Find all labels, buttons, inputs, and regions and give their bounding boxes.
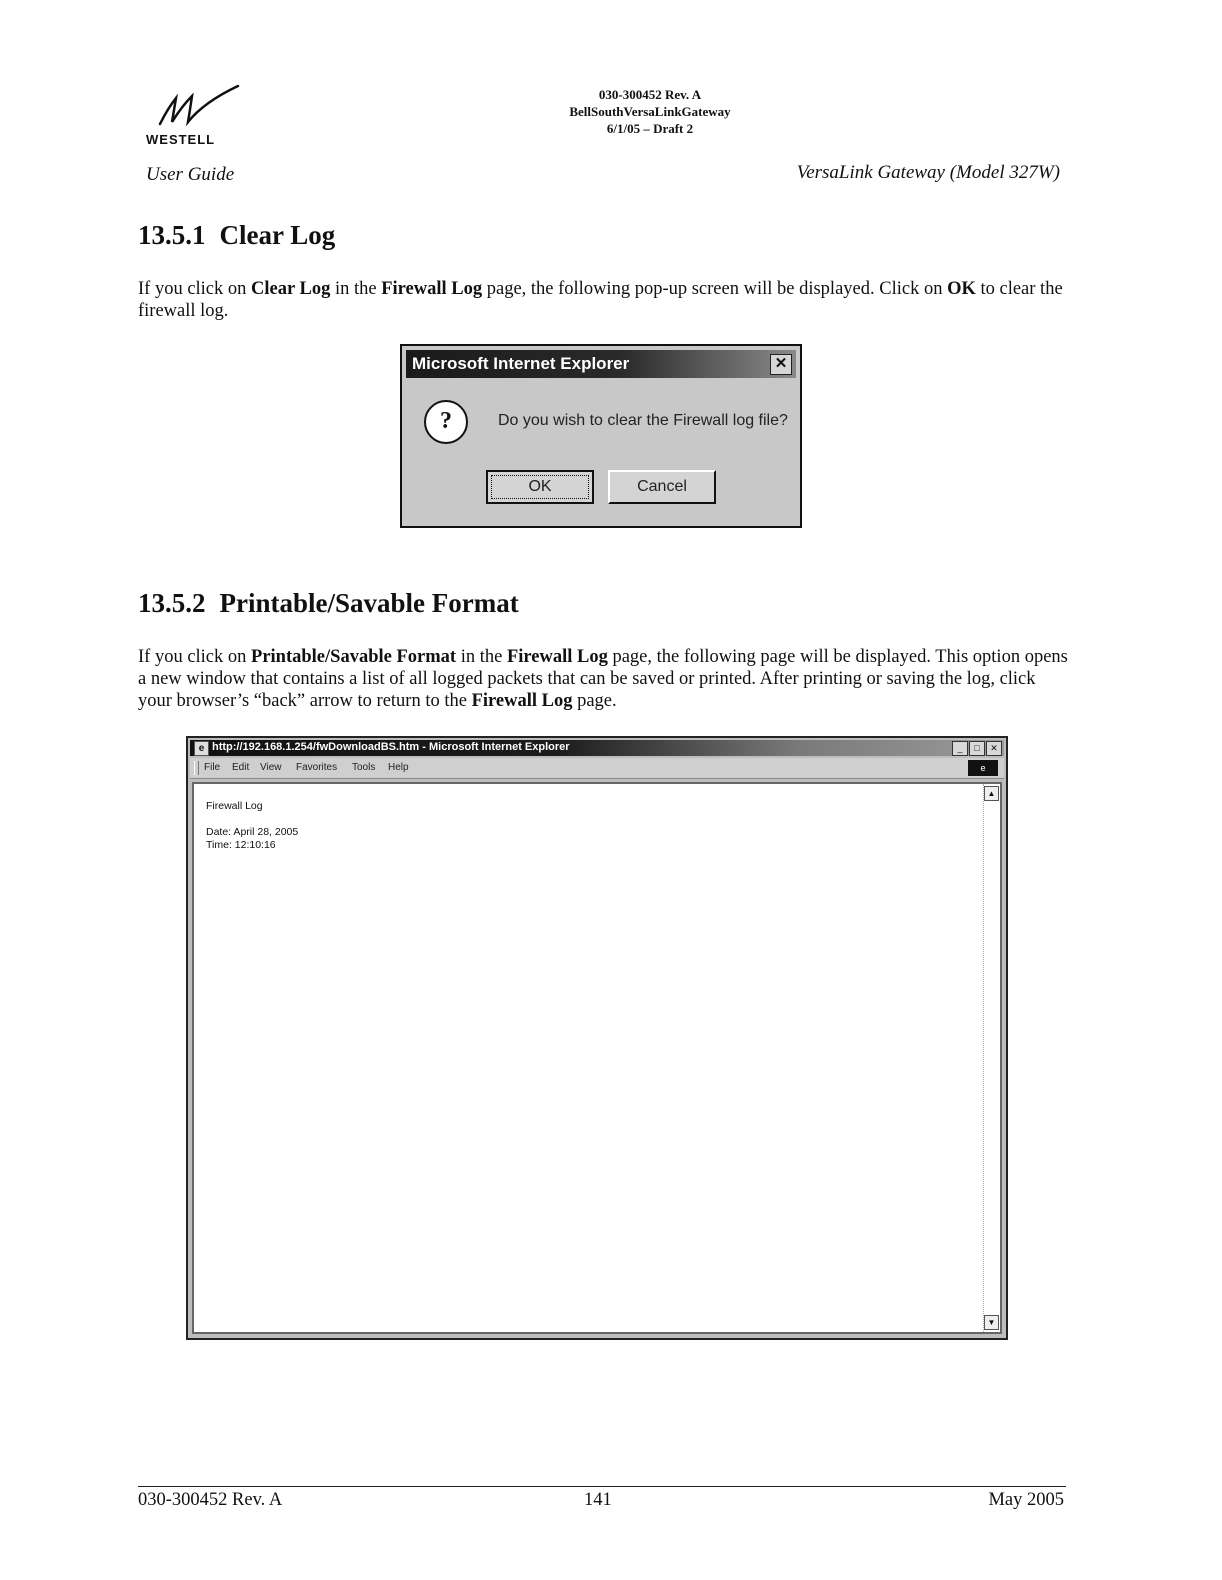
section-title: Printable/Savable Format: [219, 588, 519, 618]
westell-logo: [140, 84, 260, 154]
printable-format-paragraph: If you click on Printable/Savable Format in the Firewall Log page, the following page will be displayed. This option opens a new window that contains a list of all logged packets that can be saved or printed. After printing or saving the log, click your browser’s “back” arrow to return to the Firewall Log page.: [138, 647, 1068, 711]
log-date: Date: April 28, 2005: [206, 826, 299, 838]
doc-title: BellSouthVersaLinkGateway: [569, 104, 731, 119]
confirm-dialog: [400, 344, 802, 528]
ok-button[interactable]: OK: [486, 470, 594, 504]
dialog-titlebar: [406, 350, 796, 378]
ie-throbber-icon: e: [968, 760, 998, 776]
section-heading-printable-format: [138, 588, 519, 619]
menu-bar: [190, 758, 1004, 779]
menu-view[interactable]: View: [260, 762, 282, 773]
menu-edit[interactable]: Edit: [232, 762, 250, 773]
ie-icon: e: [194, 741, 209, 756]
browser-titlebar: [190, 740, 1004, 756]
menu-tools[interactable]: Tools: [352, 762, 376, 773]
menu-file[interactable]: File: [204, 762, 221, 773]
section-number: 13.5.1: [138, 220, 206, 250]
menubar-grip: [194, 761, 199, 775]
vertical-scrollbar[interactable]: [983, 784, 1000, 1332]
header-left: User Guide: [146, 164, 235, 185]
section-number: 13.5.2: [138, 588, 206, 618]
section-title: Clear Log: [219, 220, 336, 250]
footer-rule: [138, 1486, 1066, 1487]
log-time: Time: 12:10:16: [206, 839, 276, 851]
cancel-button[interactable]: Cancel: [608, 470, 716, 504]
clear-log-paragraph: If you click on Clear Log in the Firewall Log page, the following pop-up screen will be displayed. Click on OK to clear the firewall log.: [138, 279, 1063, 321]
dialog-message: Do you wish to clear the Firewall log file?: [498, 412, 788, 429]
footer-left: 030-300452 Rev. A: [138, 1490, 283, 1510]
browser-window: [186, 736, 1008, 1340]
doc-number: 030-300452 Rev. A: [598, 87, 702, 102]
menu-help[interactable]: Help: [388, 762, 409, 773]
minimize-icon[interactable]: _: [952, 741, 968, 756]
logo-text: WESTELL: [146, 132, 216, 147]
footer-right: May 2005: [988, 1490, 1064, 1510]
dialog-title: Microsoft Internet Explorer: [412, 354, 630, 373]
browser-content: [192, 782, 1002, 1334]
scroll-down-icon[interactable]: ▼: [984, 1315, 999, 1330]
close-icon[interactable]: ✕: [986, 741, 1002, 756]
maximize-icon[interactable]: □: [969, 741, 985, 756]
browser-title: http://192.168.1.254/fwDownloadBS.htm - Microsoft Internet Explorer: [212, 741, 570, 753]
westell-logo-mark: [154, 84, 244, 134]
menu-favorites[interactable]: Favorites: [296, 762, 338, 773]
close-icon[interactable]: ✕: [770, 354, 792, 375]
doc-date: 6/1/05 – Draft 2: [606, 121, 694, 136]
scroll-up-icon[interactable]: ▲: [984, 786, 999, 801]
section-heading-clear-log: [138, 220, 335, 251]
question-icon: ?: [424, 400, 468, 444]
document-info: [500, 86, 800, 137]
header-right: VersaLink Gateway (Model 327W): [796, 162, 1060, 183]
page-number: 141: [584, 1490, 612, 1510]
page-heading: Firewall Log: [206, 800, 263, 812]
